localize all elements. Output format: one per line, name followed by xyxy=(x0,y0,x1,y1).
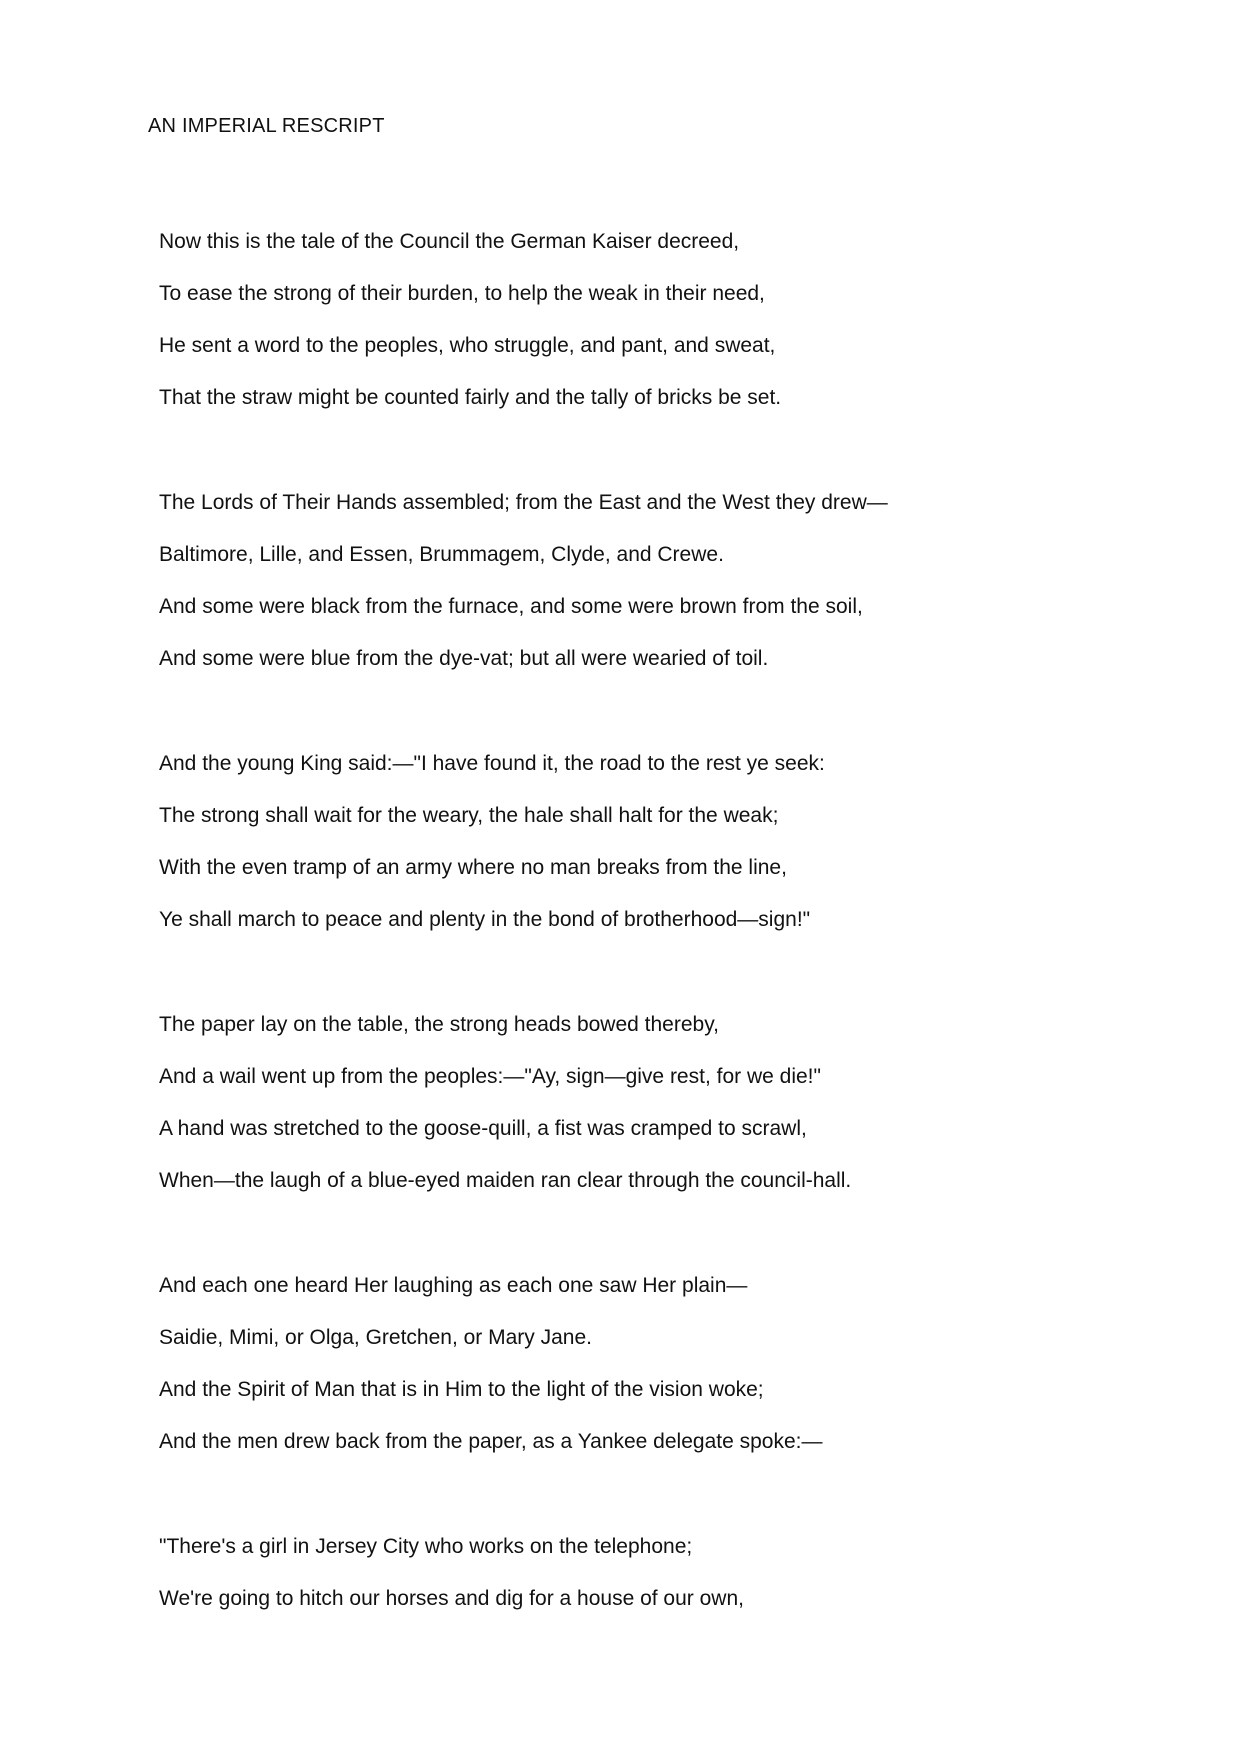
poem-line: We're going to hitch our horses and dig for a house of our own, xyxy=(159,1587,744,1610)
stanza-4 xyxy=(159,999,1159,1207)
poem-line: With the even tramp of an army where no man breaks from the line, xyxy=(159,856,787,879)
stanza-2 xyxy=(159,477,1159,685)
poem-line: And the men drew back from the paper, as a Yankee delegate spoke:— xyxy=(159,1430,823,1453)
poem-body xyxy=(159,216,1159,1678)
poem-line: The Lords of Their Hands assembled; from the East and the West they drew— xyxy=(159,491,888,514)
poem-line: And the Spirit of Man that is in Him to the light of the vision woke; xyxy=(159,1378,764,1401)
stanza-6 xyxy=(159,1521,1159,1625)
poem-line: Saidie, Mimi, or Olga, Gretchen, or Mary Jane. xyxy=(159,1326,592,1349)
poem-line: And some were blue from the dye-vat; but all were wearied of toil. xyxy=(159,647,769,670)
poem-line: And some were black from the furnace, and some were brown from the soil, xyxy=(159,595,863,618)
poem-line: Baltimore, Lille, and Essen, Brummagem, Clyde, and Crewe. xyxy=(159,543,724,566)
poem-line: Now this is the tale of the Council the German Kaiser decreed, xyxy=(159,230,740,253)
poem-line: A hand was stretched to the goose-quill, a fist was cramped to scrawl, xyxy=(159,1117,807,1140)
poem-line: The paper lay on the table, the strong heads bowed thereby, xyxy=(159,1013,719,1036)
poem-line: Ye shall march to peace and plenty in the bond of brotherhood—sign!" xyxy=(159,908,811,931)
poem-line: "There's a girl in Jersey City who works on the telephone; xyxy=(159,1535,693,1558)
stanza-3 xyxy=(159,738,1159,946)
poem-line: And the young King said:—"I have found it, the road to the rest ye seek: xyxy=(159,752,825,775)
poem-line: And a wail went up from the peoples:—"Ay, sign—give rest, for we die!" xyxy=(159,1065,821,1088)
stanza-5 xyxy=(159,1260,1159,1468)
poem-line: He sent a word to the peoples, who struggle, and pant, and sweat, xyxy=(159,334,776,357)
stanza-1 xyxy=(159,216,1159,424)
poem-line: When—the laugh of a blue-eyed maiden ran clear through the council-hall. xyxy=(159,1169,852,1192)
poem-line: The strong shall wait for the weary, the hale shall halt for the weak; xyxy=(159,804,779,827)
poem-line: To ease the strong of their burden, to help the weak in their need, xyxy=(159,282,765,305)
document-title: AN IMPERIAL RESCRIPT xyxy=(148,115,385,137)
poem-line: And each one heard Her laughing as each one saw Her plain— xyxy=(159,1274,748,1297)
poem-line: That the straw might be counted fairly and the tally of bricks be set. xyxy=(159,386,782,409)
